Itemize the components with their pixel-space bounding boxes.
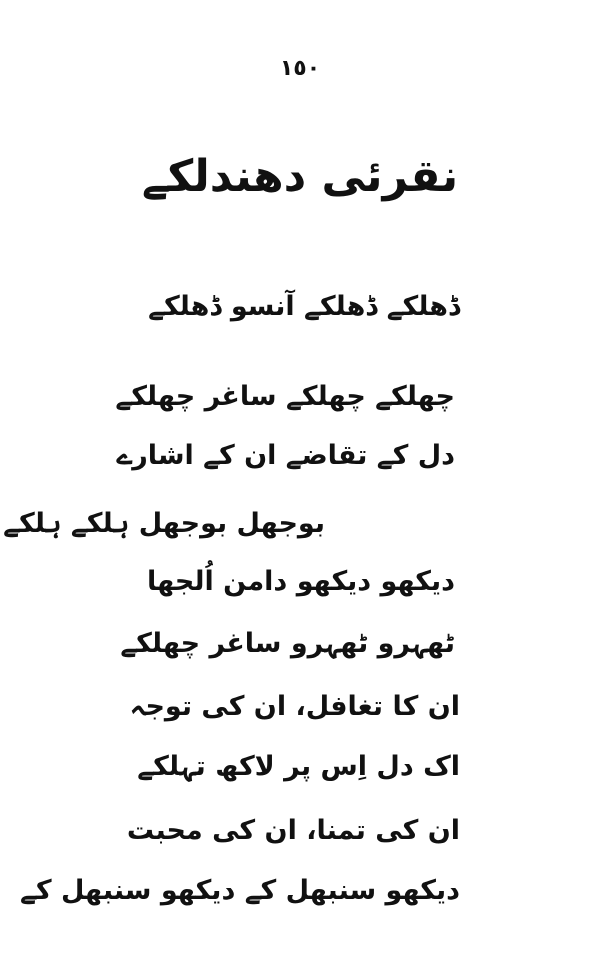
poem-line: اک دل اِس پر لاکھ تہلکے bbox=[137, 751, 460, 782]
poem-line: بوجھل بوجھل ہلکے ہلکے bbox=[3, 508, 325, 539]
poem-line: ٹھہرو ٹھہرو ساغر چھلکے bbox=[120, 628, 455, 659]
poem-line: دیکھو دیکھو دامن اُلجھا bbox=[146, 566, 455, 597]
page-number: ١٥٠ bbox=[279, 56, 321, 81]
poem-line: چھلکے چھلکے ساغر چھلکے bbox=[115, 381, 455, 412]
poem-line: دل کے تقاضے ان کے اشارے bbox=[116, 440, 455, 471]
poem-line: دیکھو سنبھل کے دیکھو سنبھل کے bbox=[20, 875, 460, 906]
poem-title: نقرئی دھندلکے bbox=[141, 151, 459, 202]
poem-line: ڈھلکے ڈھلکے آنسو ڈھلکے bbox=[148, 291, 460, 322]
poem-line: ان کی تمنا، ان کی محبت bbox=[126, 815, 460, 846]
poem-line: ان کا تغافل، ان کی توجہ bbox=[129, 691, 460, 722]
